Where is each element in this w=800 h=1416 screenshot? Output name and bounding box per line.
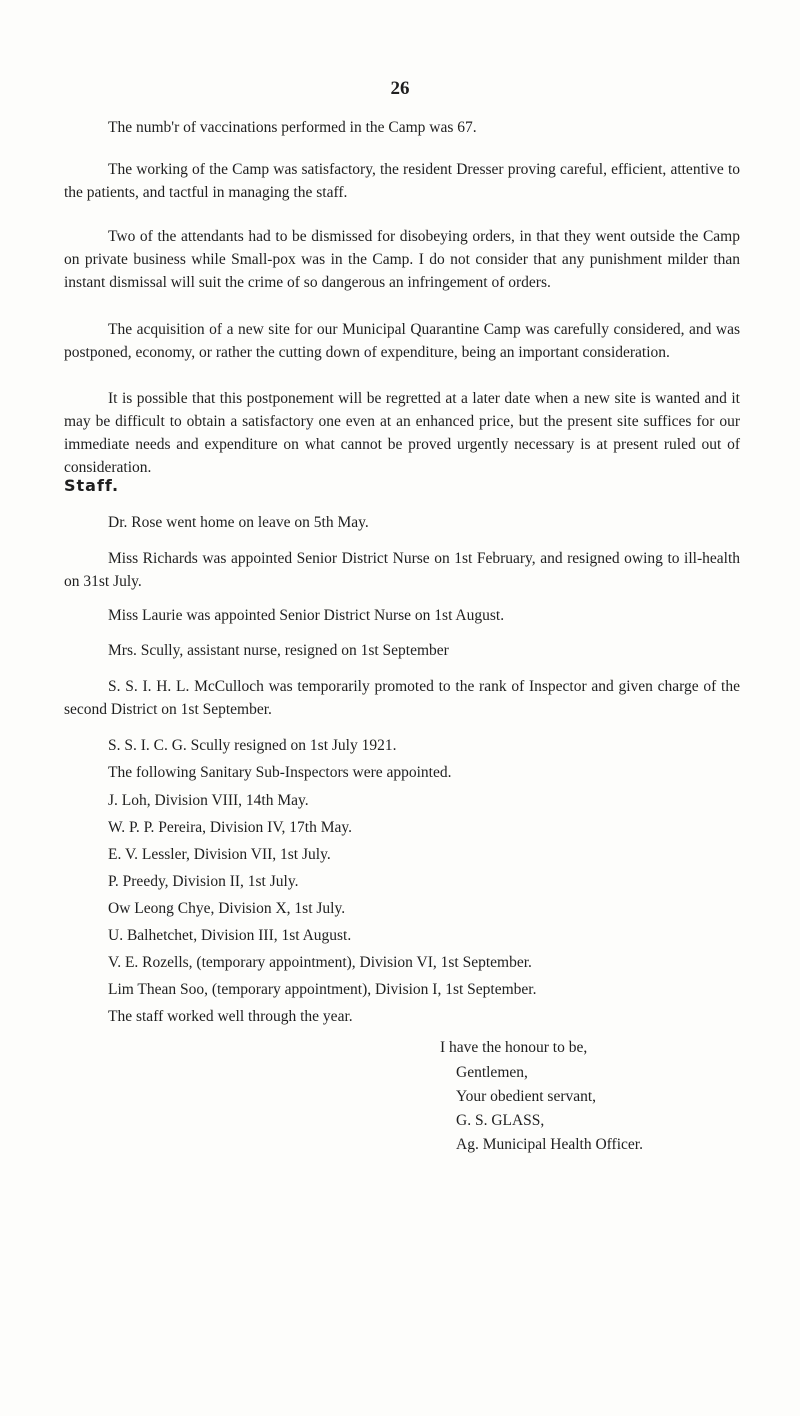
staff-line: U. Balhetchet, Division III, 1st August. xyxy=(108,927,352,944)
signature-servant: Your obedient servant, xyxy=(456,1088,597,1105)
staff-heading: Staff. xyxy=(64,476,120,495)
staff-line: J. Loh, Division VIII, 14th May. xyxy=(108,792,309,809)
staff-line: E. V. Lessler, Division VII, 1st July. xyxy=(108,846,331,863)
staff-paragraph: Miss Laurie was appointed Senior District Nurse on 1st August. xyxy=(108,607,505,624)
page-number: 26 xyxy=(390,78,410,99)
staff-line: The following Sanitary Sub-Inspectors were appointed. xyxy=(108,764,452,781)
staff-paragraph: Miss Richards was appointed Senior District Nurse on 1st February, and resigned owing to ill-health on 31st July. xyxy=(64,550,740,590)
staff-paragraph: S. S. I. H. L. McCulloch was temporarily promoted to the rank of Inspector and given charge of the second District on 1st September. xyxy=(64,678,740,718)
paragraph-vaccinations: The numb'r of vaccinations performed in the Camp was 67. xyxy=(108,119,477,136)
staff-line: The staff worked well through the year. xyxy=(108,1008,353,1025)
staff-line: W. P. P. Pereira, Division IV, 17th May. xyxy=(108,819,352,836)
staff-paragraph: Mrs. Scully, assistant nurse, resigned on 1st September xyxy=(108,642,449,659)
paragraph-postponement: It is possible that this postponement will be regretted at a later date when a new site is wanted and it may be difficult to obtain a satisfactory one even at an enhanced price, but the present site suffices for our immediate needs and expenditure on what cannot be proved urgently necessary is at present ruled out of consideration. xyxy=(64,390,740,476)
signature-title: Ag. Municipal Health Officer. xyxy=(456,1136,643,1153)
paragraph-camp-working: The working of the Camp was satisfactory, the resident Dresser proving careful, efficient, attentive to the patients, and tactful in managing the staff. xyxy=(64,161,740,201)
staff-line: V. E. Rozells, (temporary appointment), Division VI, 1st September. xyxy=(108,954,532,971)
paragraph-new-site: The acquisition of a new site for our Municipal Quarantine Camp was carefully considered, and was postponed, economy, or rather the cutting down of expenditure, being an important consideration. xyxy=(64,321,740,361)
staff-line: P. Preedy, Division II, 1st July. xyxy=(108,873,299,890)
staff-line: Lim Thean Soo, (temporary appointment), Division I, 1st September. xyxy=(108,981,537,998)
signature-closing: I have the honour to be, xyxy=(440,1039,588,1056)
staff-line: S. S. I. C. G. Scully resigned on 1st July 1921. xyxy=(108,737,397,754)
signature-name: G. S. GLASS, xyxy=(456,1112,545,1129)
signature-salutation: Gentlemen, xyxy=(456,1064,528,1081)
staff-paragraph: Dr. Rose went home on leave on 5th May. xyxy=(108,514,369,531)
staff-line: Ow Leong Chye, Division X, 1st July. xyxy=(108,900,346,917)
paragraph-attendants-dismissed: Two of the attendants had to be dismissed for disobeying orders, in that they went outside the Camp on private business while Small-pox was in the Camp. I do not consider that any punishment milder than instant dismissal will suit the crime of so dangerous an infringement of orders. xyxy=(64,228,740,291)
